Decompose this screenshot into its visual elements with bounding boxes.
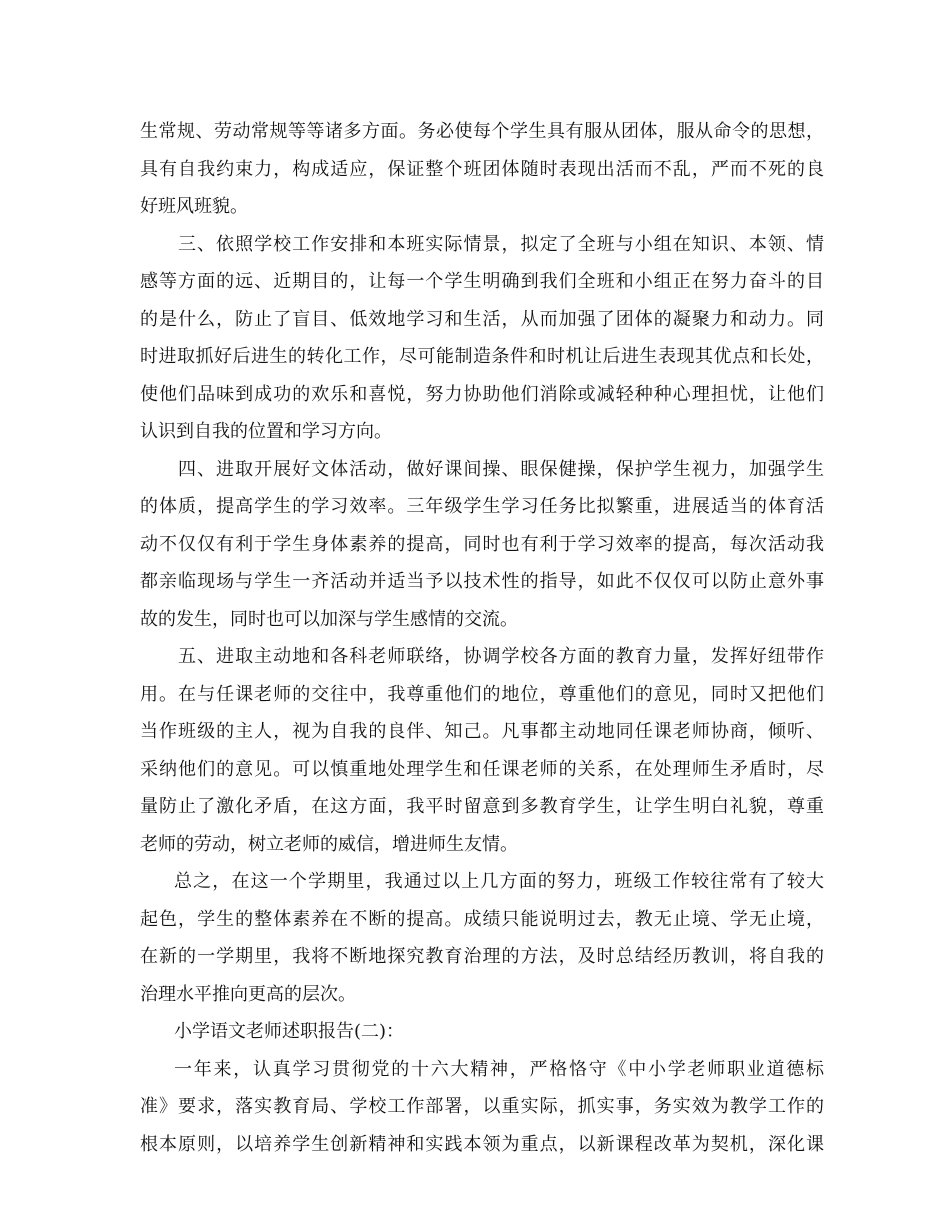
text-line: 根本原则，以培养学生创新精神和实践本领为重点，以新课程改革为契机，深化课 [140, 1133, 824, 1155]
text-line: 老师的劳动，树立老师的威信，增进师生友情。 [140, 833, 518, 855]
section-heading: 小学语文老师述职报告(二)： [174, 1021, 405, 1042]
text-line: 认识到自我的位置和学习方向。 [140, 421, 392, 442]
text-line: 动不仅仅有利于学生身体素养的提高，同时也有利于学习效率的提高，每次活动我 [140, 533, 824, 555]
text-line: 好班风班貌。 [140, 196, 248, 217]
text-line: 故的发生，同时也可以加深与学生感情的交流。 [140, 608, 518, 630]
text-line: 用。在与任课老师的交往中，我尊重他们的地位，尊重他们的意见，同时又把他们 [140, 683, 824, 705]
text-line: 的体质，提高学生的学习效率。三年级学生学习任务比拟繁重，进展适当的体育活 [140, 496, 824, 517]
text-line: 生常规、劳动常规等等诸多方面。务必使每个学生具有服从团体，服从命令的思想， [140, 121, 824, 142]
text-line: 治理水平推向更高的层次。 [140, 983, 356, 1005]
text-line: 的是什么，防止了盲目、低效地学习和生活，从而加强了团体的凝聚力和动力。同 [140, 308, 824, 330]
text-line: 感等方面的远、近期目的，让每一个学生明确到我们全班和小组正在努力奋斗的目 [140, 271, 824, 292]
text-line: 具有自我约束力，构成适应，保证整个班团体随时表现出活而不乱，严而不死的良 [140, 158, 824, 180]
text-line: 采纳他们的意见。可以慎重地处理学生和任课老师的关系，在处理师生矛盾时，尽 [140, 758, 824, 780]
paragraph-start-line: 一年来，认真学习贯彻党的十六大精神，严格恪守《中小学老师职业道德标 [174, 1058, 824, 1080]
text-line: 当作班级的主人，视为自我的良伴、知己。凡事都主动地同任课老师协商，倾听、 [140, 721, 824, 742]
text-line: 准》要求，落实教育局、学校工作部署，以重实际，抓实事，务实效为教学工作的 [140, 1096, 824, 1117]
text-line: 起色，学生的整体素养在不断的提高。成绩只能说明过去，教无止境、学无止境， [140, 908, 824, 930]
paragraph-start-line: 总之，在这一个学期里，我通过以上几方面的努力，班级工作较往常有了较大 [174, 871, 824, 892]
paragraph-start-line: 三、依照学校工作安排和本班实际情景，拟定了全班与小组在知识、本领、情 [178, 233, 824, 255]
text-line: 在新的一学期里，我将不断地探究教育治理的方法，及时总结经历教训，将自我的 [140, 946, 824, 967]
paragraph-start-line: 五、进取主动地和各科老师联络，协调学校各方面的教育力量，发挥好纽带作 [178, 646, 824, 667]
text-line: 使他们品味到成功的欢乐和喜悦，努力协助他们消除或减轻种种心理担忧，让他们 [140, 383, 824, 405]
text-line: 量防止了激化矛盾，在这方面，我平时留意到多教育学生，让学生明白礼貌，尊重 [140, 796, 824, 817]
text-line: 都亲临现场与学生一齐活动并适当予以技术性的指导，如此不仅仅可以防止意外事 [140, 571, 824, 592]
text-line: 时进取抓好后进生的转化工作，尽可能制造条件和时机让后进生表现其优点和长处， [140, 346, 824, 367]
paragraph-start-line: 四、进取开展好文体活动，做好课间操、眼保健操，保护学生视力，加强学生 [178, 458, 824, 480]
document-body [140, 113, 824, 1163]
